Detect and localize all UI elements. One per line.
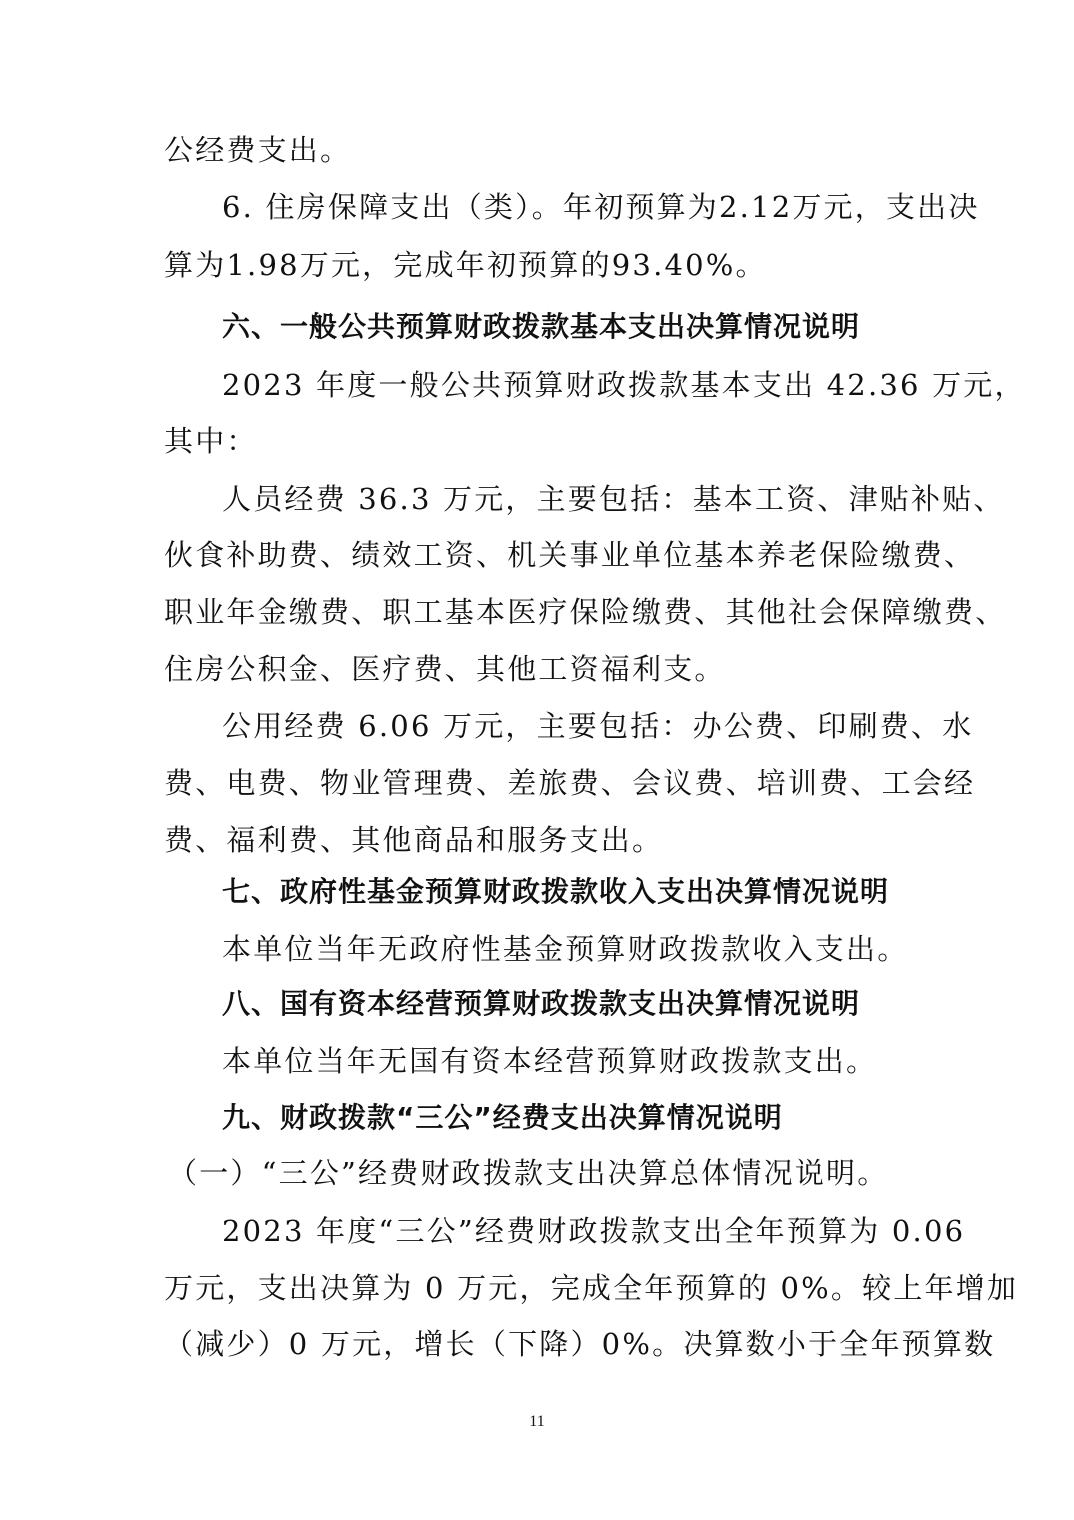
section-heading-6: 六、一般公共预算财政拨款基本支出决算情况说明: [222, 310, 861, 343]
body-line: 本单位当年无政府性基金预算财政拨款收入支出。: [222, 932, 909, 966]
body-line: 人员经费 36.3 万元，主要包括：基本工资、津贴补贴、: [222, 482, 1005, 516]
body-line: 公用经费 6.06 万元，主要包括：办公费、印刷费、水: [222, 709, 974, 743]
body-line: 2023 年度“三公”经费财政拨款支出全年预算为 0.06: [222, 1214, 966, 1248]
body-line: 公经费支出。: [164, 133, 352, 167]
section-heading-8: 八、国有资本经营预算财政拨款支出决算情况说明: [222, 987, 861, 1020]
body-line: 费、福利费、其他商品和服务支出。: [164, 823, 664, 857]
body-line: 6. 住房保障支出（类）。年初预算为2.12万元，支出决: [222, 190, 980, 224]
body-line: 住房公积金、医疗费、其他工资福利支。: [164, 652, 726, 686]
body-line: 职业年金缴费、职工基本医疗保险缴费、其他社会保障缴费、: [164, 595, 1007, 629]
subsection-heading: （一）“三公”经费财政拨款支出决算总体情况说明。: [168, 1156, 889, 1190]
section-heading-9: 九、财政拨款“三公”经费支出决算情况说明: [222, 1101, 783, 1134]
body-line: 本单位当年无国有资本经营预算财政拨款支出。: [222, 1044, 878, 1078]
body-line: （减少）0 万元，增长（下降）0%。决算数小于全年预算数: [164, 1327, 996, 1361]
body-line: 2023 年度一般公共预算财政拨款基本支出 42.36 万元，: [222, 368, 1026, 402]
body-line: 其中：: [164, 424, 258, 458]
section-heading-7: 七、政府性基金预算财政拨款收入支出决算情况说明: [222, 875, 890, 908]
body-line: 伙食补助费、绩效工资、机关事业单位基本养老保险缴费、: [164, 538, 976, 572]
page-number: 11: [529, 1413, 545, 1430]
body-line: 费、电费、物业管理费、差旅费、会议费、培训费、工会经: [164, 766, 976, 800]
body-line: 万元，支出决算为 0 万元，完成全年预算的 0%。较上年增加: [164, 1271, 1019, 1305]
body-line: 算为1.98万元，完成年初预算的93.40%。: [164, 248, 767, 282]
